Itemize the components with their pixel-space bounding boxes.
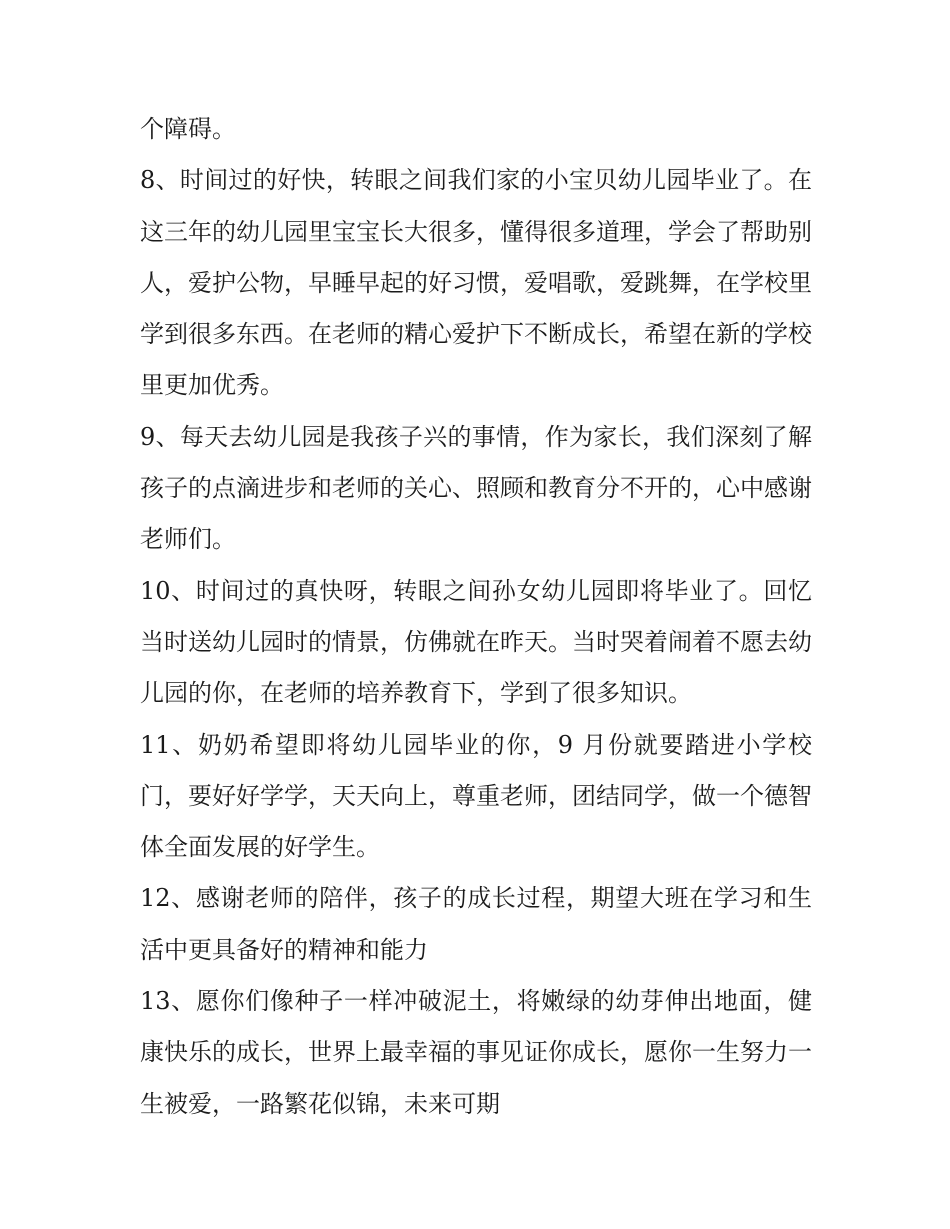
paragraph-item-8: 8、时间过的好快，转眼之间我们家的小宝贝幼儿园毕业了。在这三年的幼儿园里宝宝长大很多，懂得很多道理，学会了帮助别人，爱护公物，早睡早起的好习惯，爱唱歌，爱跳舞，在学校里学到很多东西。在老师的精心爱护下不断成长，希望在新的学校里更加优秀。 — [140, 166, 812, 400]
paragraph-item-11: 11、奶奶希望即将幼儿园毕业的你，9 月份就要踏进小学校门，要好好学学，天天向上，尊重老师，团结同学，做一个德智体全面发展的好学生。 — [140, 730, 812, 862]
paragraph-item-13: 13、愿你们像种子一样冲破泥土，将嫩绿的幼芽伸出地面，健康快乐的成长，世界上最幸福的事见证你成长，愿你一生努力一生被爱，一路繁花似锦，未来可期 — [140, 987, 812, 1118]
paragraph-item-12: 12、感谢老师的陪伴，孩子的成长过程，期望大班在学习和生活中更具备好的精神和能力 — [140, 884, 812, 964]
paragraph-item-10: 10、时间过的真快呀，转眼之间孙女幼儿园即将毕业了。回忆当时送幼儿园时的情景，仿佛就在昨天。当时哭着闹着不愿去幼儿园的你，在老师的培养教育下，学到了很多知识。 — [140, 576, 812, 708]
document-body — [140, 104, 812, 1130]
paragraph-continuation: 个障碍。 — [140, 115, 236, 143]
paragraph-item-9: 9、每天去幼儿园是我孩子兴的事情，作为家长，我们深刻了解孩子的点滴进步和老师的关心、照顾和教育分不开的，心中感谢老师们。 — [140, 422, 812, 554]
